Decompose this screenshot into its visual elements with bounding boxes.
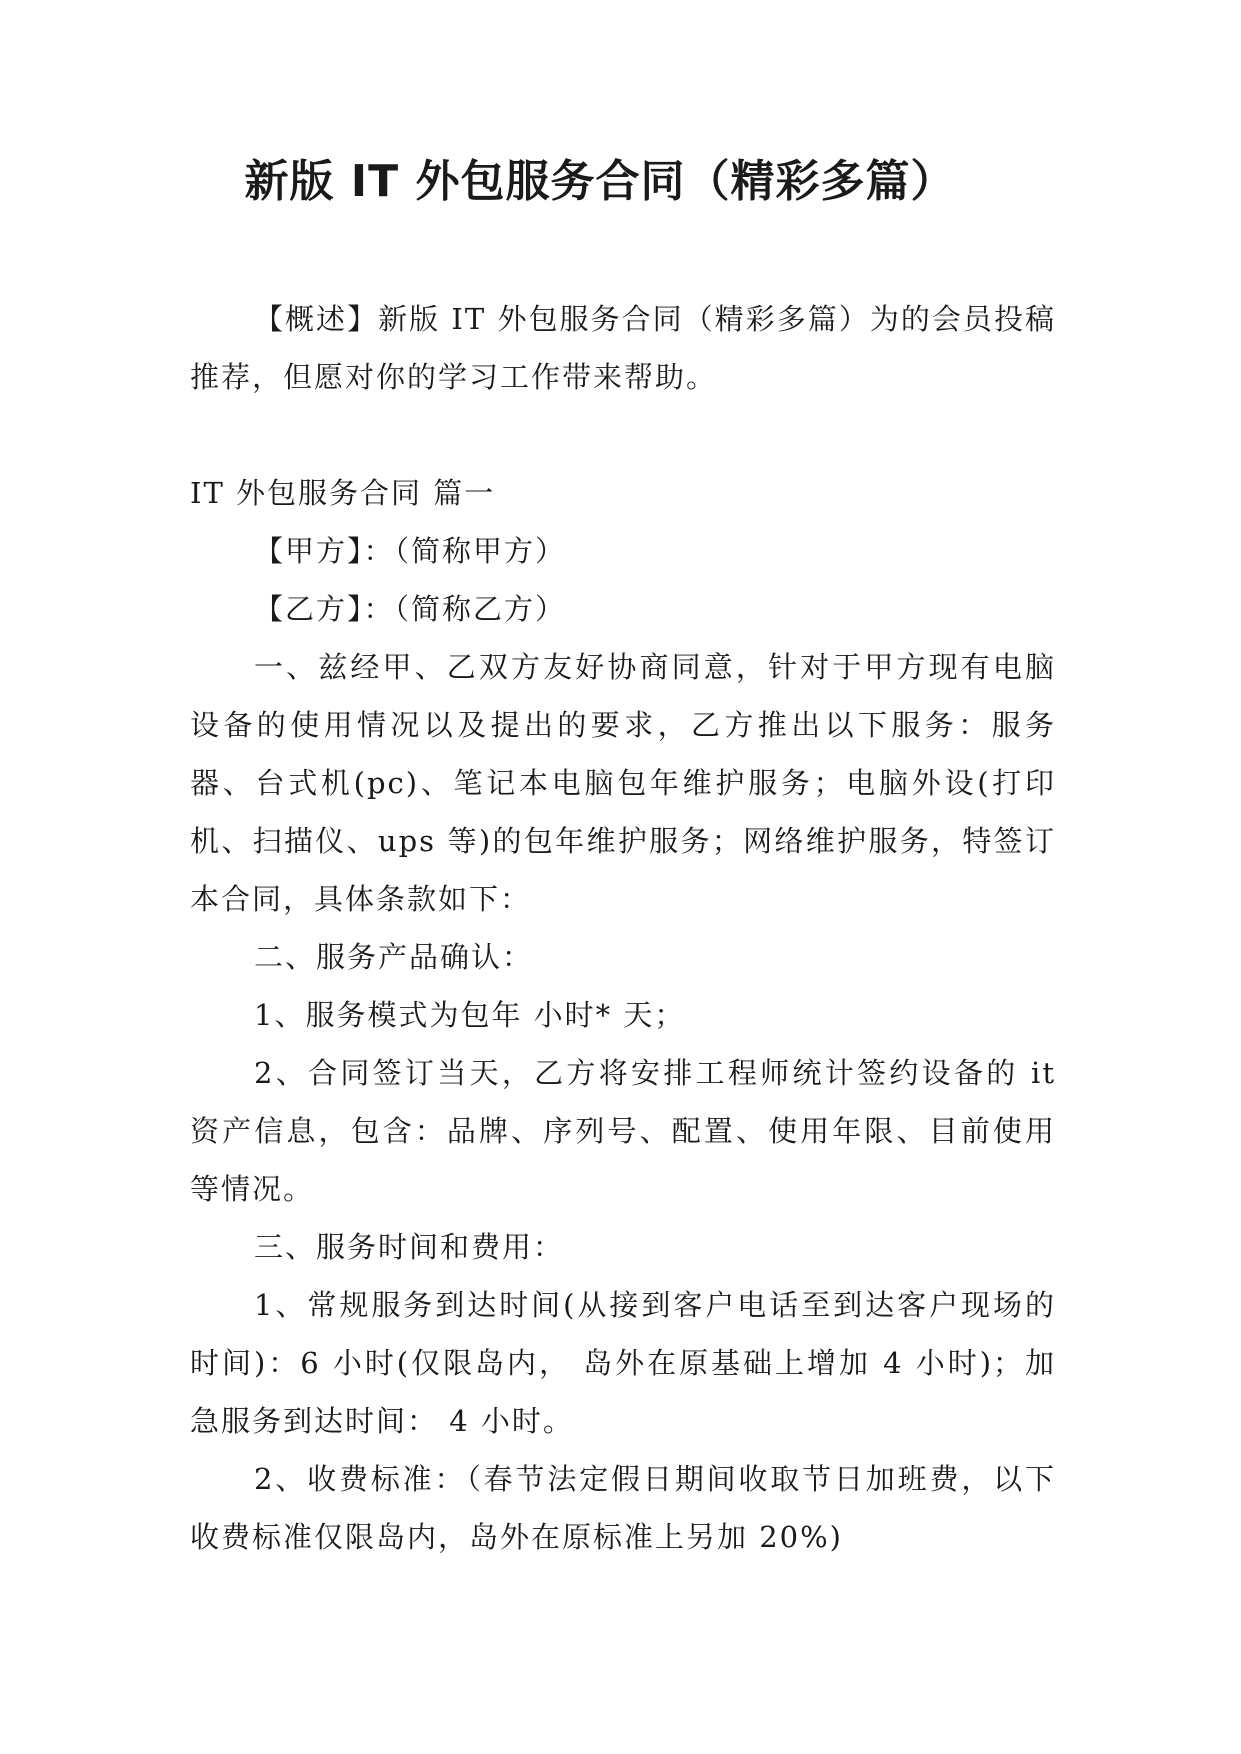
clause-2-heading: 二、服务产品确认： [254, 940, 534, 974]
party-b-line: 【乙方】：（简称乙方） [254, 592, 567, 626]
document-title: 新版 IT 外包服务合同（精彩多篇） [244, 156, 956, 207]
clause-1-paragraph: 一、兹经甲、乙双方友好协商同意，针对于甲方现有电脑设备的使用情况以及提出的要求，乙方推出以下服务：服务器、台式机(pc)、笔记本电脑包年维护服务；电脑外设(打印机、扫描仪、ups 等)的包年维护服务；网络维护服务，特签订本合同，具体条款如下： [190, 650, 1056, 916]
document-body [190, 290, 1056, 1566]
clause-2-item-1: 1、服务模式为包年 小时* 天； [254, 998, 686, 1032]
clause-3-heading: 三、服务时间和费用： [254, 1230, 565, 1264]
section-heading: IT 外包服务合同 篇一 [190, 476, 496, 510]
summary-paragraph: 【概述】新版 IT 外包服务合同（精彩多篇）为的会员投稿推荐，但愿对你的学习工作带来帮助。 [190, 302, 1056, 394]
clause-3-item-1: 1、常规服务到达时间(从接到客户电话至到达客户现场的时间)：6 小时(仅限岛内， 岛外在原基础上增加 4 小时)；加急服务到达时间： 4 小时。 [190, 1288, 1056, 1438]
party-a-line: 【甲方】：（简称甲方） [254, 534, 567, 568]
clause-3-item-2: 2、收费标准：（春节法定假日期间收取节日加班费，以下收费标准仅限岛内，岛外在原标准上另加 20%) [190, 1462, 1056, 1554]
clause-2-item-2: 2、合同签订当天，乙方将安排工程师统计签约设备的 it 资产信息，包含：品牌、序列号、配置、使用年限、目前使用等情况。 [190, 1056, 1056, 1206]
